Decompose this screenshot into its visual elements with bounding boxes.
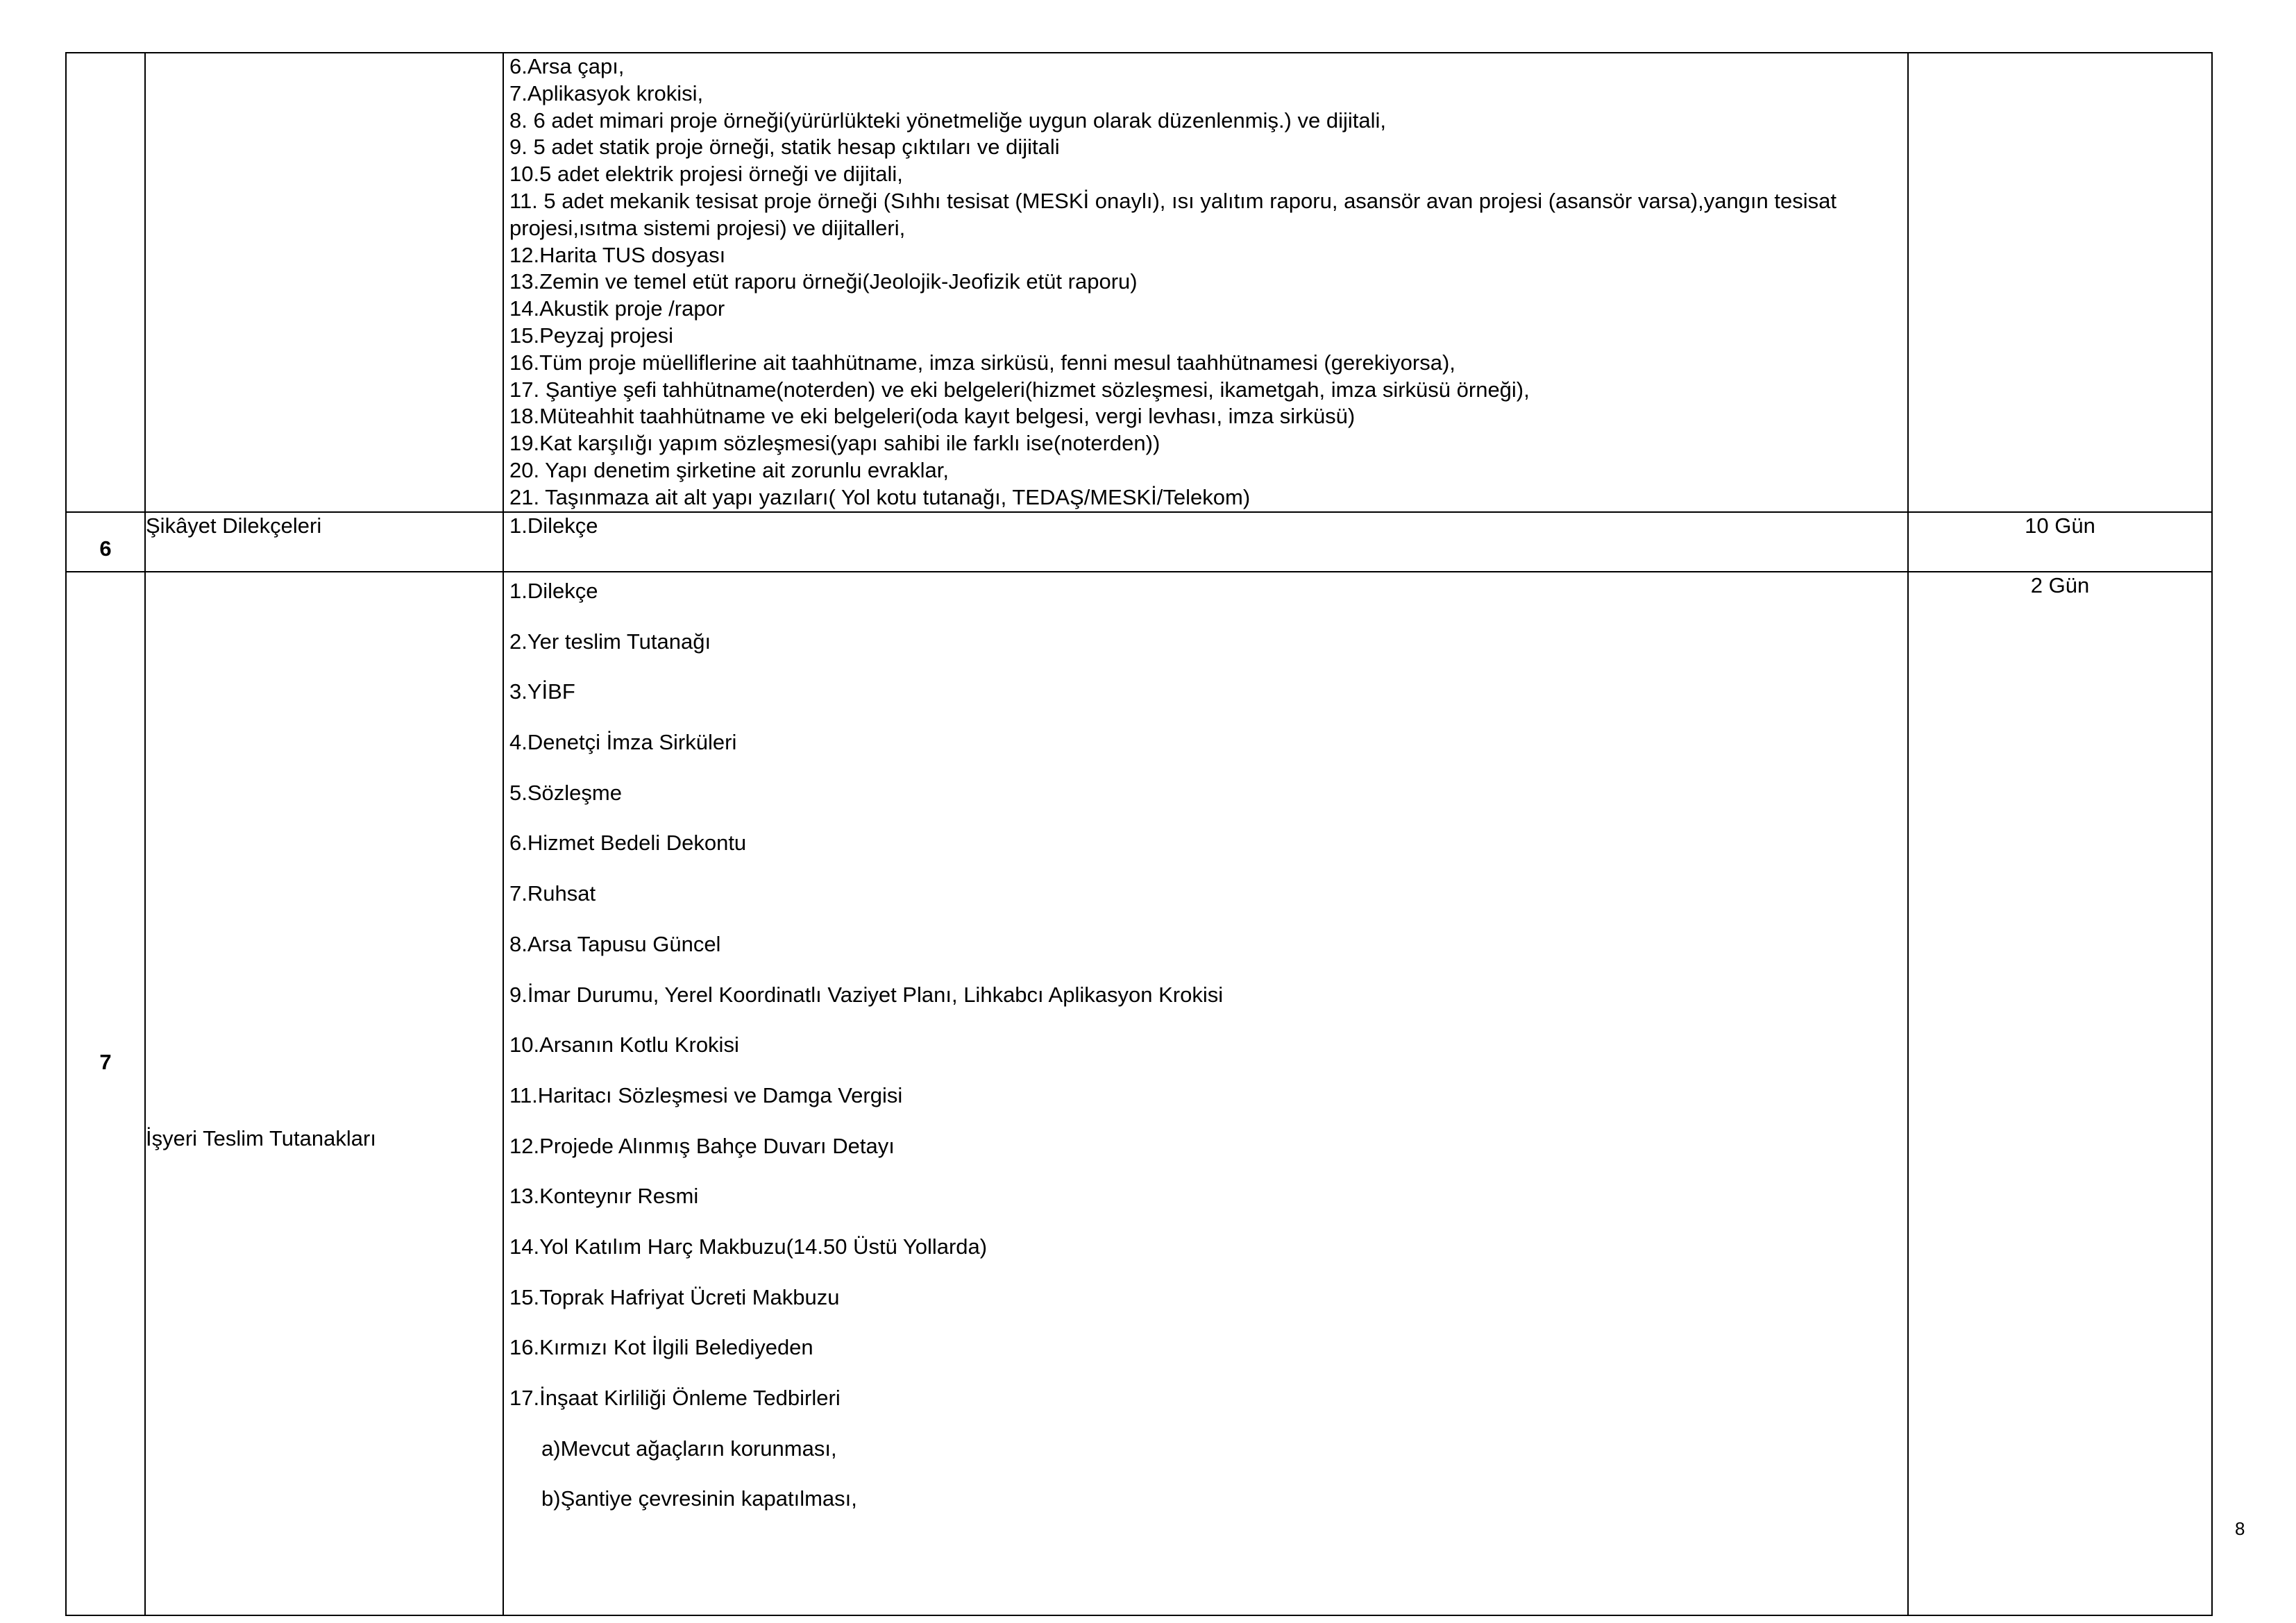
required-documents-cell xyxy=(503,572,1908,1615)
table-row xyxy=(66,512,2212,572)
duration-cell: 10 Gün xyxy=(1908,512,2212,572)
document-item: 7.Aplikasyok krokisi, xyxy=(509,80,704,105)
row-number-cell: 6 xyxy=(66,512,145,572)
document-item: 8. 6 adet mimari proje örneği(yürürlükteki yönetmeliğe uygun olarak düzenlenmiş.) ve dijitali, xyxy=(509,108,1386,133)
duration-cell xyxy=(1908,53,2212,512)
table-row xyxy=(66,53,2212,512)
document-item: 19.Kat karşılığı yapım sözleşmesi(yapı sahibi ile farklı ise(noterden)) xyxy=(509,431,1160,456)
document-item: 20. Yapı denetim şirketine ait zorunlu evraklar, xyxy=(509,457,949,482)
document-item: 11.Haritacı Sözleşmesi ve Damga Vergisi xyxy=(509,1082,903,1107)
document-item: 14.Yol Katılım Harç Makbuzu(14.50 Üstü Yollarda) xyxy=(509,1234,988,1259)
service-name-cell: İşyeri Teslim Tutanakları xyxy=(145,572,503,1615)
document-item: 3.YİBF xyxy=(509,679,575,704)
document-item: 13.Konteynır Resmi xyxy=(509,1184,699,1209)
document-item: 11. 5 adet mekanik tesisat proje örneği (Sıhhı tesisat (MESKİ onaylı), ısı yalıtım raporu, asansör avan projesi (asansör varsa),yangın tesisat projesi,ısıtma sistemi projesi) ve dijitalleri, xyxy=(509,188,1837,240)
document-item: 2.Yer teslim Tutanağı xyxy=(509,629,711,654)
required-documents-cell xyxy=(503,512,1908,572)
document-subitem: a)Mevcut ağaçların korunması, xyxy=(541,1436,837,1461)
document-item: 14.Akustik proje /rapor xyxy=(509,296,725,321)
document-item: 6.Arsa çapı, xyxy=(509,54,625,78)
document-item: 9.İmar Durumu, Yerel Koordinatlı Vaziyet Planı, Lihkabcı Aplikasyon Krokisi xyxy=(509,982,1224,1007)
table-row xyxy=(66,572,2212,1615)
document-item: 12.Projede Alınmış Bahçe Duvarı Detayı xyxy=(509,1133,895,1158)
row-number-cell: 7 xyxy=(66,572,145,1615)
page-number: 8 xyxy=(2235,1518,2245,1539)
document-item: 12.Harita TUS dosyası xyxy=(509,242,726,267)
document-item: 5.Sözleşme xyxy=(509,780,622,805)
document-item: 16.Kırmızı Kot İlgili Belediyeden xyxy=(509,1335,813,1360)
row-number-cell xyxy=(66,53,145,512)
document-item: 7.Ruhsat xyxy=(509,881,596,906)
document-item: 1.Dilekçe xyxy=(509,513,598,538)
document-item: 15.Peyzaj projesi xyxy=(509,323,674,348)
services-table xyxy=(65,52,2213,1616)
document-item: 17.İnşaat Kirliliği Önleme Tedbirleri xyxy=(509,1386,841,1410)
document-item: 16.Tüm proje müelliflerine ait taahhütname, imza sirküsü, fenni mesul taahhütnamesi (gerekiyorsa), xyxy=(509,350,1455,375)
document-item: 18.Müteahhit taahhütname ve eki belgeleri(oda kayıt belgesi, vergi levhası, imza sirküsü) xyxy=(509,404,1356,429)
document-item: 10.5 adet elektrik projesi örneği ve dijitali, xyxy=(509,162,903,187)
document-item: 8.Arsa Tapusu Güncel xyxy=(509,931,721,956)
document-item: 10.Arsanın Kotlu Krokisi xyxy=(509,1033,739,1057)
service-name-cell xyxy=(145,53,503,512)
document-item: 4.Denetçi İmza Sirküleri xyxy=(509,730,737,755)
document-item: 6.Hizmet Bedeli Dekontu xyxy=(509,831,747,856)
document-item: 17. Şantiye şefi tahhütname(noterden) ve eki belgeleri(hizmet sözleşmesi, ikametgah, imza sirküsü örneği), xyxy=(509,377,1530,402)
document-subitem: b)Şantiye çevresinin kapatılması, xyxy=(541,1486,857,1511)
required-documents-cell xyxy=(503,53,1908,512)
document-item: 9. 5 adet statik proje örneği, statik hesap çıktıları ve dijitali xyxy=(509,135,1060,160)
service-name-cell: Şikâyet Dilekçeleri xyxy=(145,512,503,572)
document-item: 13.Zemin ve temel etüt raporu örneği(Jeolojik-Jeofizik etüt raporu) xyxy=(509,269,1138,294)
document-item: 1.Dilekçe xyxy=(509,579,598,603)
document-item: 15.Toprak Hafriyat Ücreti Makbuzu xyxy=(509,1284,840,1309)
document-item: 21. Taşınmaza ait alt yapı yazıları( Yol kotu tutanağı, TEDAŞ/MESKİ/Telekom) xyxy=(509,484,1251,509)
duration-cell: 2 Gün xyxy=(1908,572,2212,1615)
